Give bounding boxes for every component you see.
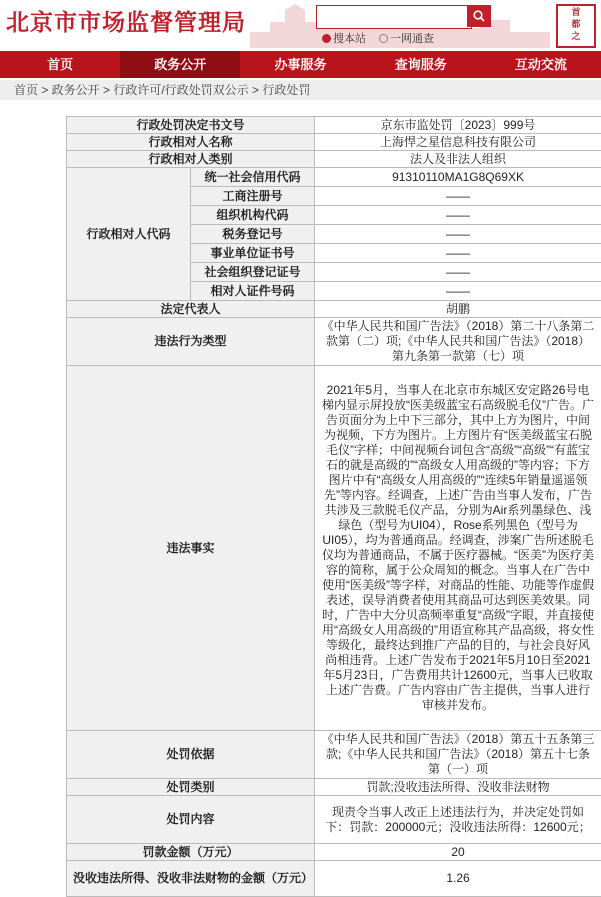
- table-row: [67, 134, 601, 151]
- party-name-value: 上海悍之星信息科技有限公司: [315, 134, 601, 151]
- search-scope: [322, 30, 444, 46]
- table-row: [67, 366, 601, 731]
- nav-services[interactable]: 办事服务: [240, 51, 360, 78]
- confiscate-value: 1.26: [315, 861, 601, 897]
- radio-web[interactable]: [379, 33, 434, 45]
- party-code-label: 行政相对人代码: [67, 168, 191, 301]
- confiscate-label: 没收违法所得、没收非法财物的金额（万元）: [67, 861, 315, 897]
- reg-no-label: 工商注册号: [191, 187, 315, 206]
- capital-window-logo[interactable]: [556, 4, 596, 48]
- category-value: 罚款;没收违法所得、没收非法财物: [315, 779, 601, 796]
- legal-rep-label: 法定代表人: [67, 301, 315, 318]
- violation-type-value: 《中华人民共和国广告法》（2018）第二十八条第二款第（二）项;《中华人民共和国广告法》（2018）第九条第一款第（七）项: [315, 318, 601, 366]
- table-row: [67, 779, 601, 796]
- fine-value: 20: [315, 844, 601, 861]
- category-label: 处罚类别: [67, 779, 315, 796]
- table-row: [67, 844, 601, 861]
- id-label: 相对人证件号码: [191, 282, 315, 301]
- facts-label: 违法事实: [67, 366, 315, 731]
- nav-home[interactable]: 首页: [0, 51, 120, 78]
- seal-char: 之: [558, 30, 594, 42]
- penalty-table: [66, 116, 601, 897]
- party-name-label: 行政相对人名称: [67, 134, 315, 151]
- search-input[interactable]: [316, 5, 472, 29]
- search-icon: [473, 10, 485, 22]
- table-row: [67, 861, 601, 897]
- table-row: [67, 168, 601, 187]
- table-row: [67, 796, 601, 844]
- radio-site-label: 搜本站: [333, 33, 366, 45]
- tax-value: ——: [315, 225, 601, 244]
- party-type-label: 行政相对人类别: [67, 151, 315, 168]
- credit-code-label: 统一社会信用代码: [191, 168, 315, 187]
- search-button[interactable]: [467, 5, 491, 27]
- table-row: [67, 318, 601, 366]
- nav-interaction[interactable]: 互动交流: [481, 51, 601, 78]
- basis-value: 《中华人民共和国广告法》（2018）第五十五条第三款;《中华人民共和国广告法》（2018）第五十七条第（一）项: [315, 731, 601, 779]
- penalty-table-wrap: [66, 116, 601, 897]
- table-row: [67, 301, 601, 318]
- org-code-value: ——: [315, 206, 601, 225]
- fine-label: 罚款金额（万元）: [67, 844, 315, 861]
- breadcrumb[interactable]: 首页 > 政务公开 > 行政许可/行政处罚双公示 > 行政处罚: [0, 80, 601, 100]
- table-row: [67, 151, 601, 168]
- legal-rep-value: 胡鹏: [315, 301, 601, 318]
- seal-char: 都: [558, 18, 594, 30]
- doc-no-label: 行政处罚决定书文号: [67, 117, 315, 134]
- reg-no-value: ——: [315, 187, 601, 206]
- doc-no-value: 京东市监处罚〔2023〕999号: [315, 117, 601, 134]
- inst-label: 事业单位证书号: [191, 244, 315, 263]
- site-title[interactable]: 北京市市场监督管理局: [6, 4, 246, 37]
- social-label: 社会组织登记证号: [191, 263, 315, 282]
- violation-type-label: 违法行为类型: [67, 318, 315, 366]
- main-nav: [0, 51, 601, 78]
- content-value: 现责令当事人改正上述违法行为，并决定处罚如下：罚款：200000元；没收违法所得：12600元；: [315, 796, 601, 844]
- site-header: [0, 0, 601, 50]
- credit-code-value: 91310110MA1G8Q69XK: [315, 168, 601, 187]
- org-code-label: 组织机构代码: [191, 206, 315, 225]
- inst-value: ——: [315, 244, 601, 263]
- radio-dot-icon: [322, 34, 331, 43]
- facts-value: 2021年5月，当事人在北京市东城区安定路26号电梯内显示屏投放“医美级蓝宝石高级脱毛仪”广告。广告页面分为上中下三部分，其中上方为图片，中间为视频，下方为图片。上方图片有“医美级蓝宝石脱毛仪”字样；中间视频台词包含“高级”“高级”“有蓝宝石的就是高级的”“高级女人用高级的”等内容；下方图片中有“高级女人用高级的”“连续5年销量遥遥领先”等内容。经调查，上述广告由当事人发布，广告共涉及三款脱毛仪产品，分别为Air系列墨绿色、浅绿色（型号为UI04），Rose系列黑色（型号为UI05），均为普通商品。经调查，涉案广告所述脱毛仪均为普通商品，不属于医疗器械。“医美”为医疗美容的简称，属于公众周知的概念。当事人在广告中使用“医美级”等字样，对商品的性能、功能等作虚假表述，误导消费者使用其商品可达到医美效果。同时，广告中大分贝高频率重复“高级”字眼，并直接使用“高级女人用高级的”用语宣称其产品高级，将女性等级化，最终达到推广产品的目的，与社会良好风尚相违背。上述广告发布于2021年5月10日至2021年5月23日，广告费用共计12600元，当事人已收取上述广告费。广告内容由广告主提供，当事人进行审核并发布。: [315, 366, 601, 731]
- nav-query[interactable]: 查询服务: [361, 51, 481, 78]
- radio-site[interactable]: [322, 33, 366, 45]
- content-label: 处罚内容: [67, 796, 315, 844]
- seal-char: 首: [558, 6, 594, 18]
- basis-label: 处罚依据: [67, 731, 315, 779]
- table-row: [67, 117, 601, 134]
- id-value: ——: [315, 282, 601, 301]
- table-row: [67, 731, 601, 779]
- radio-dot-icon: [379, 34, 388, 43]
- nav-gov-affairs[interactable]: 政务公开: [120, 51, 240, 78]
- party-type-value: 法人及非法人组织: [315, 151, 601, 168]
- radio-web-label: 一网通查: [390, 33, 434, 45]
- social-value: ——: [315, 263, 601, 282]
- tax-label: 税务登记号: [191, 225, 315, 244]
